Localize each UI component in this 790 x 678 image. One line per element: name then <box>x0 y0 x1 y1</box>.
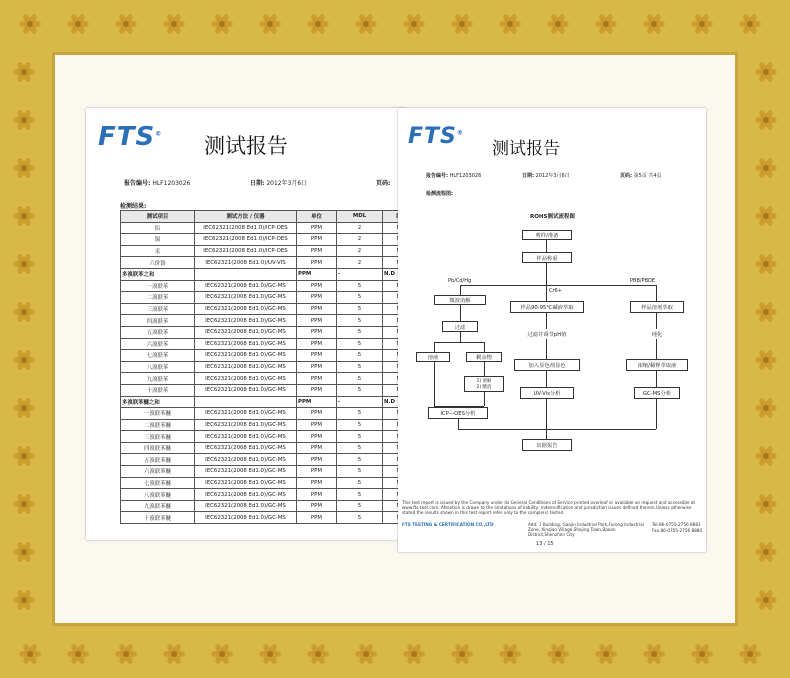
report-page-right <box>398 108 706 552</box>
table-cell: 九溴联苯醚 <box>121 500 195 512</box>
report-title: 测试报告 <box>492 139 560 159</box>
table-row <box>121 512 405 524</box>
ornament-flower-icon <box>13 157 35 179</box>
table-cell: IEC62321(2008 Ed1.0)/GC-MS <box>195 292 297 304</box>
ornament-flower-icon <box>755 157 777 179</box>
table-cell: 五溴联苯醚 <box>121 454 195 466</box>
ornament-flower-icon <box>755 109 777 131</box>
ornament-flower-icon <box>13 205 35 227</box>
ornament-flower-icon <box>13 541 35 563</box>
table-row <box>121 466 405 478</box>
flow-line <box>656 313 657 329</box>
ornament-flower-icon <box>163 643 185 665</box>
table-cell: IEC62321(2008 Ed1.0)/GC-MS <box>195 338 297 350</box>
table-cell: 5 <box>337 512 383 524</box>
ornament-flower-icon <box>163 13 185 35</box>
ornament-flower-icon <box>115 643 137 665</box>
flow-line <box>458 429 656 430</box>
ornament-flower-icon <box>755 493 777 515</box>
table-cell: IEC62321(2008 Ed1.0)/UV-VIS <box>195 257 297 269</box>
table-cell: 5 <box>337 431 383 443</box>
table-cell: 八溴联苯 <box>121 361 195 373</box>
table-cell: 5 <box>337 419 383 431</box>
table-cell: N.D <box>383 268 405 280</box>
flow-step-filter: 过滤 <box>442 321 478 332</box>
flow-line <box>460 332 461 342</box>
flow-line <box>458 419 459 429</box>
flow-line <box>546 263 547 285</box>
table-cell: 5 <box>337 408 383 420</box>
footer-fax: Fax:86-0755-2756 8880 <box>652 528 703 533</box>
ornament-flower-icon <box>307 643 329 665</box>
flow-title: ROHS测试流程图 <box>530 214 575 220</box>
table-row <box>121 373 405 385</box>
table-row <box>121 408 405 420</box>
table-cell: PPM <box>297 361 337 373</box>
footer-address: Add: 1 Building, Gaojin Industrial Park,Furong Industrial Zone, Xinqiao Village,Shajing Town,Baoan District,Shenzhen City <box>528 522 644 537</box>
table-cell: PPM <box>297 512 337 524</box>
table-row <box>121 477 405 489</box>
table-cell: PPM <box>297 431 337 443</box>
page-number: 13 / 15 <box>536 541 554 547</box>
ornament-flower-icon <box>755 349 777 371</box>
flow-step-purify: 纯化 <box>644 329 670 339</box>
results-table <box>120 210 404 524</box>
table-cell: IEC62321(2008 Ed1.0)/GC-MS <box>195 350 297 362</box>
branch-label-pbb: PBB/PBDE <box>630 278 656 284</box>
page-label: 页码: <box>376 180 391 187</box>
table-cell: PPM <box>297 222 337 234</box>
fts-logo: FTS® <box>98 122 163 152</box>
ornament-flower-icon <box>403 13 425 35</box>
fts-logo: FTS® <box>408 124 464 149</box>
ornament-flower-icon <box>13 253 35 275</box>
ornament-flower-icon <box>595 643 617 665</box>
table-cell: IEC62321(2008 Ed1.0)/ICP-OES <box>195 245 297 257</box>
table-cell: PPM <box>297 326 337 338</box>
ornament-flower-icon <box>451 13 473 35</box>
table-cell <box>195 268 297 280</box>
branch-label-cr6: Cr6+ <box>549 288 562 294</box>
table-cell: PPM <box>297 396 337 408</box>
table-cell: PPM <box>297 280 337 292</box>
table-row <box>121 303 405 315</box>
ornament-flower-icon <box>691 13 713 35</box>
flow-line <box>656 285 657 301</box>
ornament-flower-icon <box>19 13 41 35</box>
table-cell: 5 <box>337 454 383 466</box>
table-cell: 5 <box>337 373 383 385</box>
table-cell: 四溴联苯 <box>121 315 195 327</box>
table-cell: 九溴联苯 <box>121 373 195 385</box>
table-cell: IEC62321(2008 Ed1.0)/GC-MS <box>195 419 297 431</box>
table-cell: IEC62321(2008 Ed1.0)/ICP-OES <box>195 222 297 234</box>
table-cell: N.D <box>383 396 405 408</box>
flow-step-residue: 剩余物 <box>466 352 502 362</box>
flow-step-digest: 微波消解 <box>434 295 486 305</box>
table-cell: PPM <box>297 419 337 431</box>
table-cell: PPM <box>297 257 337 269</box>
table-cell: IEC62321(2008 Ed1.0)/GC-MS <box>195 466 297 478</box>
ornament-flower-icon <box>595 13 617 35</box>
table-row <box>121 315 405 327</box>
table-cell: 5 <box>337 303 383 315</box>
ornament-flower-icon <box>13 61 35 83</box>
table-cell: PPM <box>297 442 337 454</box>
ornament-flower-icon <box>643 643 665 665</box>
table-row <box>121 500 405 512</box>
table-cell: 多溴联苯醚之和 <box>121 396 195 408</box>
table-row <box>121 292 405 304</box>
table-cell: PPM <box>297 338 337 350</box>
table-row <box>121 338 405 350</box>
table-cell: 十溴联苯 <box>121 384 195 396</box>
ornament-flower-icon <box>13 397 35 419</box>
table-cell <box>195 396 297 408</box>
table-cell: 四溴联苯醚 <box>121 442 195 454</box>
table-cell: 汞 <box>121 245 195 257</box>
flow-label: 检测流程图: <box>426 191 454 197</box>
ornament-flower-icon <box>643 13 665 35</box>
results-label: 检测结果: <box>120 203 147 210</box>
ornament-flower-icon <box>755 253 777 275</box>
flow-step-solution: 溶液 <box>416 352 450 362</box>
ornament-flower-icon <box>13 445 35 467</box>
table-cell: 2 <box>337 257 383 269</box>
footer-company: FTS TESTING & CERTIFICATION CO.,LTD <box>402 522 494 527</box>
flow-line <box>460 305 461 321</box>
table-cell: 5 <box>337 280 383 292</box>
table-cell: IEC62321(2008 Ed1.0)/ICP-OES <box>195 234 297 246</box>
table-cell: 三溴联苯醚 <box>121 431 195 443</box>
report-number: 报告编号: HLF1203026 <box>124 180 191 187</box>
ornament-flower-icon <box>755 397 777 419</box>
ornament-flower-icon <box>13 301 35 323</box>
table-row <box>121 257 405 269</box>
table-header-cell: 单位 <box>297 211 337 223</box>
table-cell: - <box>337 396 383 408</box>
ornament-flower-icon <box>355 13 377 35</box>
table-row <box>121 234 405 246</box>
table-cell: PPM <box>297 315 337 327</box>
flow-step-alkali-extract: 样品90-95℃碱液萃取 <box>510 301 584 313</box>
ornament-flower-icon <box>355 643 377 665</box>
table-cell: 八溴联苯醚 <box>121 489 195 501</box>
flow-line <box>546 240 547 252</box>
ornament-flower-icon <box>739 643 761 665</box>
table-cell: PPM <box>297 408 337 420</box>
table-cell: IEC62321(2008 Ed1.0)/GC-MS <box>195 431 297 443</box>
table-cell: PPM <box>297 234 337 246</box>
ornament-flower-icon <box>755 301 777 323</box>
table-row <box>121 431 405 443</box>
flow-line <box>484 392 485 406</box>
table-cell: - <box>337 268 383 280</box>
table-cell: 5 <box>337 442 383 454</box>
table-cell: 2 <box>337 245 383 257</box>
table-cell: 5 <box>337 338 383 350</box>
flow-line <box>546 313 547 329</box>
table-header-cell: 测试方法 / 仪器 <box>195 211 297 223</box>
report-date: 日期: 2012年3月6日 <box>250 180 308 187</box>
table-cell: IEC62321(2008 Ed1.0)/GC-MS <box>195 512 297 524</box>
table-row <box>121 454 405 466</box>
report-page-left <box>86 108 404 540</box>
footer-disclaimer: This test report is issued by the Company under its General Conditions of Service printed overleaf or available on request and accessible at www.fts-test.com. Attention is drawn to the limitations of liability, indemnification and jurisdiction issues defined therein.Unless otherwise stated the results shown in this test report refer only to the sample(s) tested. <box>402 500 696 515</box>
table-cell: 一溴联苯醚 <box>121 408 195 420</box>
flow-line <box>460 285 656 286</box>
table-row <box>121 396 405 408</box>
flow-line <box>546 285 547 301</box>
table-cell: PPM <box>297 245 337 257</box>
ornament-flower-icon <box>13 589 35 611</box>
table-cell: 5 <box>337 489 383 501</box>
table-cell: IEC62321(2008 Ed1.0)/GC-MS <box>195 477 297 489</box>
table-cell: IEC62321(2008 Ed1.0)/GC-MS <box>195 489 297 501</box>
table-row <box>121 384 405 396</box>
table-row <box>121 268 405 280</box>
table-cell: 2 <box>337 234 383 246</box>
table-row <box>121 361 405 373</box>
table-cell: IEC62321(2008 Ed1.0)/GC-MS <box>195 280 297 292</box>
ornament-flower-icon <box>13 109 35 131</box>
report-title: 测试报告 <box>204 134 288 158</box>
ornament-flower-icon <box>67 13 89 35</box>
flow-step-uv: UV-Vis分析 <box>520 387 574 399</box>
ornament-flower-icon <box>451 643 473 665</box>
flow-line <box>546 339 547 359</box>
table-cell: IEC62321(2008 Ed1.0)/GC-MS <box>195 303 297 315</box>
table-cell: PPM <box>297 489 337 501</box>
ornament-flower-icon <box>211 643 233 665</box>
flow-step-gcms: GC-MS分析 <box>634 387 680 399</box>
flow-line <box>484 342 485 352</box>
table-header-cell: 测试项目 <box>121 211 195 223</box>
table-cell: 十溴联苯醚 <box>121 512 195 524</box>
ornament-flower-icon <box>13 493 35 515</box>
table-cell: 5 <box>337 350 383 362</box>
ornament-flower-icon <box>307 13 329 35</box>
table-cell: 多溴联苯之和 <box>121 268 195 280</box>
table-cell: PPM <box>297 454 337 466</box>
table-cell: PPM <box>297 292 337 304</box>
table-cell: IEC62321(2008 Ed1.0)/GC-MS <box>195 384 297 396</box>
table-cell: PPM <box>297 477 337 489</box>
flow-line <box>434 342 435 352</box>
ornament-flower-icon <box>499 13 521 35</box>
flow-line <box>656 371 657 387</box>
flow-line <box>656 399 657 429</box>
ornament-flower-icon <box>547 13 569 35</box>
flow-line <box>484 362 485 376</box>
table-row <box>121 350 405 362</box>
table-cell: 六价铬 <box>121 257 195 269</box>
ornament-flower-icon <box>755 445 777 467</box>
table-row <box>121 280 405 292</box>
table-cell: 5 <box>337 466 383 478</box>
table-cell: 2 <box>337 222 383 234</box>
flow-step-concentrate: 浓缩/稀释萃取液 <box>626 359 688 371</box>
table-cell: IEC62321(2008 Ed1.0)/GC-MS <box>195 361 297 373</box>
table-cell: 七溴联苯醚 <box>121 477 195 489</box>
table-cell: PPM <box>297 373 337 385</box>
flow-step-icp: ICP—OES分析 <box>428 407 488 419</box>
table-cell: 5 <box>337 326 383 338</box>
branch-label-metals: Pb/Cd/Hg <box>448 278 472 284</box>
table-cell: IEC62321(2008 Ed1.0)/GC-MS <box>195 315 297 327</box>
table-cell: IEC62321(2008 Ed1.0)/GC-MS <box>195 373 297 385</box>
table-cell: 一溴联苯 <box>121 280 195 292</box>
table-cell: 二溴联苯 <box>121 292 195 304</box>
table-cell: 5 <box>337 361 383 373</box>
ornament-flower-icon <box>259 13 281 35</box>
table-cell: 六溴联苯 <box>121 338 195 350</box>
footer-tel: Tel:86-0755-2756 8881 <box>652 522 701 527</box>
ornament-flower-icon <box>259 643 281 665</box>
table-cell: PPM <box>297 466 337 478</box>
ornament-flower-icon <box>691 643 713 665</box>
table-cell: IEC62321(2008 Ed1.0)/GC-MS <box>195 408 297 420</box>
table-cell: PPM <box>297 350 337 362</box>
flow-line <box>546 371 547 387</box>
flow-line <box>460 285 461 295</box>
ornament-flower-icon <box>67 643 89 665</box>
table-row <box>121 222 405 234</box>
table-cell: PPM <box>297 384 337 396</box>
table-cell: IEC62321(2008 Ed1.0)/GC-MS <box>195 454 297 466</box>
table-cell: IEC62321(2008 Ed1.0)/GC-MS <box>195 442 297 454</box>
flow-line <box>434 342 484 343</box>
page-info: 页码: 第5页 共4页 <box>620 173 662 179</box>
flow-step-weigh: 样品称重 <box>522 252 572 263</box>
table-header-cell: MDL <box>337 211 383 223</box>
ornament-flower-icon <box>755 61 777 83</box>
ornament-flower-icon <box>19 643 41 665</box>
table-row <box>121 326 405 338</box>
table-cell: 镉 <box>121 234 195 246</box>
table-row <box>121 419 405 431</box>
table-row <box>121 442 405 454</box>
flow-line <box>434 362 435 406</box>
table-cell: 七溴联苯 <box>121 350 195 362</box>
table-cell: 二溴联苯醚 <box>121 419 195 431</box>
ornament-flower-icon <box>403 643 425 665</box>
table-cell: 5 <box>337 500 383 512</box>
table-cell: PPM <box>297 500 337 512</box>
flow-step-ph: 过滤并调节pH值 <box>514 329 580 339</box>
table-row <box>121 245 405 257</box>
table-cell: 5 <box>337 315 383 327</box>
ornament-flower-icon <box>547 643 569 665</box>
table-cell: 六溴联苯醚 <box>121 466 195 478</box>
ornament-flower-icon <box>739 13 761 35</box>
ornament-flower-icon <box>211 13 233 35</box>
table-cell: 三溴联苯 <box>121 303 195 315</box>
table-cell: PPM <box>297 268 337 280</box>
ornament-flower-icon <box>755 541 777 563</box>
table-cell: IEC62321(2008 Ed1.0)/GC-MS <box>195 500 297 512</box>
flow-step-color: 加入显色剂显色 <box>514 359 580 371</box>
flow-step-sample: 剪样/准备 <box>522 230 572 240</box>
ornament-flower-icon <box>13 349 35 371</box>
table-cell: 五溴联苯 <box>121 326 195 338</box>
table-cell: 铅 <box>121 222 195 234</box>
flow-line <box>546 429 547 439</box>
table-cell: PPM <box>297 303 337 315</box>
table-cell: 5 <box>337 384 383 396</box>
flow-step-report: 出据报告 <box>522 439 572 451</box>
table-cell: 5 <box>337 292 383 304</box>
ornament-flower-icon <box>115 13 137 35</box>
flow-step-dissolve: 1) 溶解 2) 酸消 <box>464 376 504 392</box>
flow-line <box>656 339 657 359</box>
table-row <box>121 489 405 501</box>
table-cell: IEC62321(2008 Ed1.0)/GC-MS <box>195 326 297 338</box>
report-number: 报告编号: HLF1203026 <box>426 173 482 179</box>
ornament-flower-icon <box>755 205 777 227</box>
flow-step-solvent-extract: 样品溶剂萃取 <box>630 301 684 313</box>
ornament-flower-icon <box>755 589 777 611</box>
ornament-flower-icon <box>499 643 521 665</box>
report-date: 日期: 2012年3月6日 <box>522 173 570 179</box>
table-cell: 5 <box>337 477 383 489</box>
